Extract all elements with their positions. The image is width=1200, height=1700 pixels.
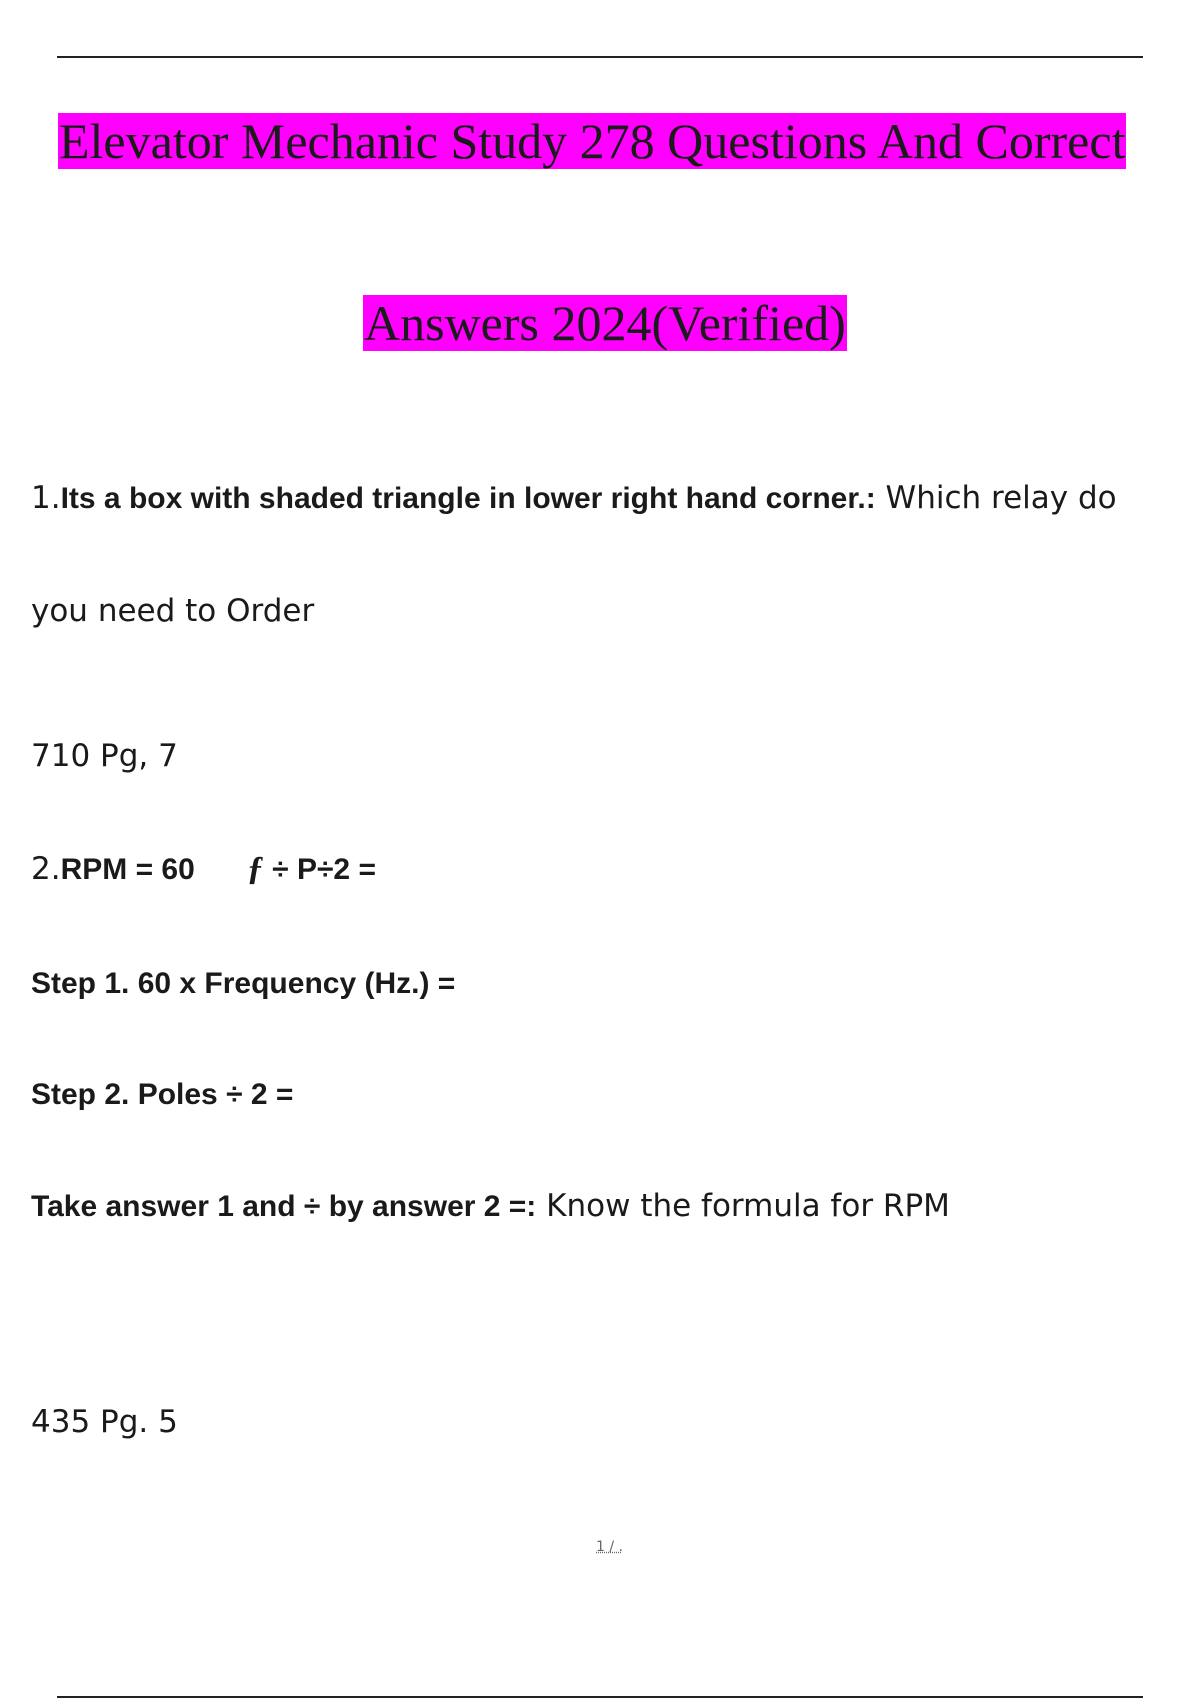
title-highlight-2: Answers 2024(Verified)	[364, 295, 846, 351]
step-2: Step 2. Poles ÷ 2 =	[31, 1078, 294, 1111]
page-number: 1 / .	[596, 1539, 623, 1555]
question-2-reference: 435 Pg. 5	[31, 1404, 178, 1440]
question-1-text: Its a box with shaded triangle in lower right hand corner.:	[60, 482, 876, 515]
formula-f-symbol: ƒ	[246, 850, 264, 887]
step-3: Take answer 1 and ÷ by answer 2 =:	[31, 1190, 537, 1223]
document-title-line-2	[363, 292, 847, 354]
question-1-answer-part-1: Which relay do	[875, 480, 1117, 516]
question-1-line-1	[31, 478, 1117, 519]
top-rule	[57, 56, 1143, 58]
question-2-answer: Know the formula for RPM	[536, 1188, 950, 1224]
formula-left: RPM = 60	[60, 853, 195, 886]
document-title-line-1	[58, 110, 1126, 172]
question-2-number: 2.	[31, 851, 61, 887]
step-1: Step 1. 60 x Frequency (Hz.) =	[31, 967, 456, 1000]
question-2-formula	[31, 849, 376, 890]
question-1-number: 1.	[31, 480, 61, 516]
question-1-reference: 710 Pg, 7	[31, 738, 178, 774]
question-2-line-step3	[31, 1186, 950, 1227]
title-highlight-1: Elevator Mechanic Study 278 Questions And Correct	[59, 113, 1126, 169]
bottom-rule	[57, 1696, 1143, 1698]
question-1-answer-part-2: you need to Order	[31, 593, 315, 629]
formula-right: ÷ P÷2 =	[263, 853, 376, 886]
